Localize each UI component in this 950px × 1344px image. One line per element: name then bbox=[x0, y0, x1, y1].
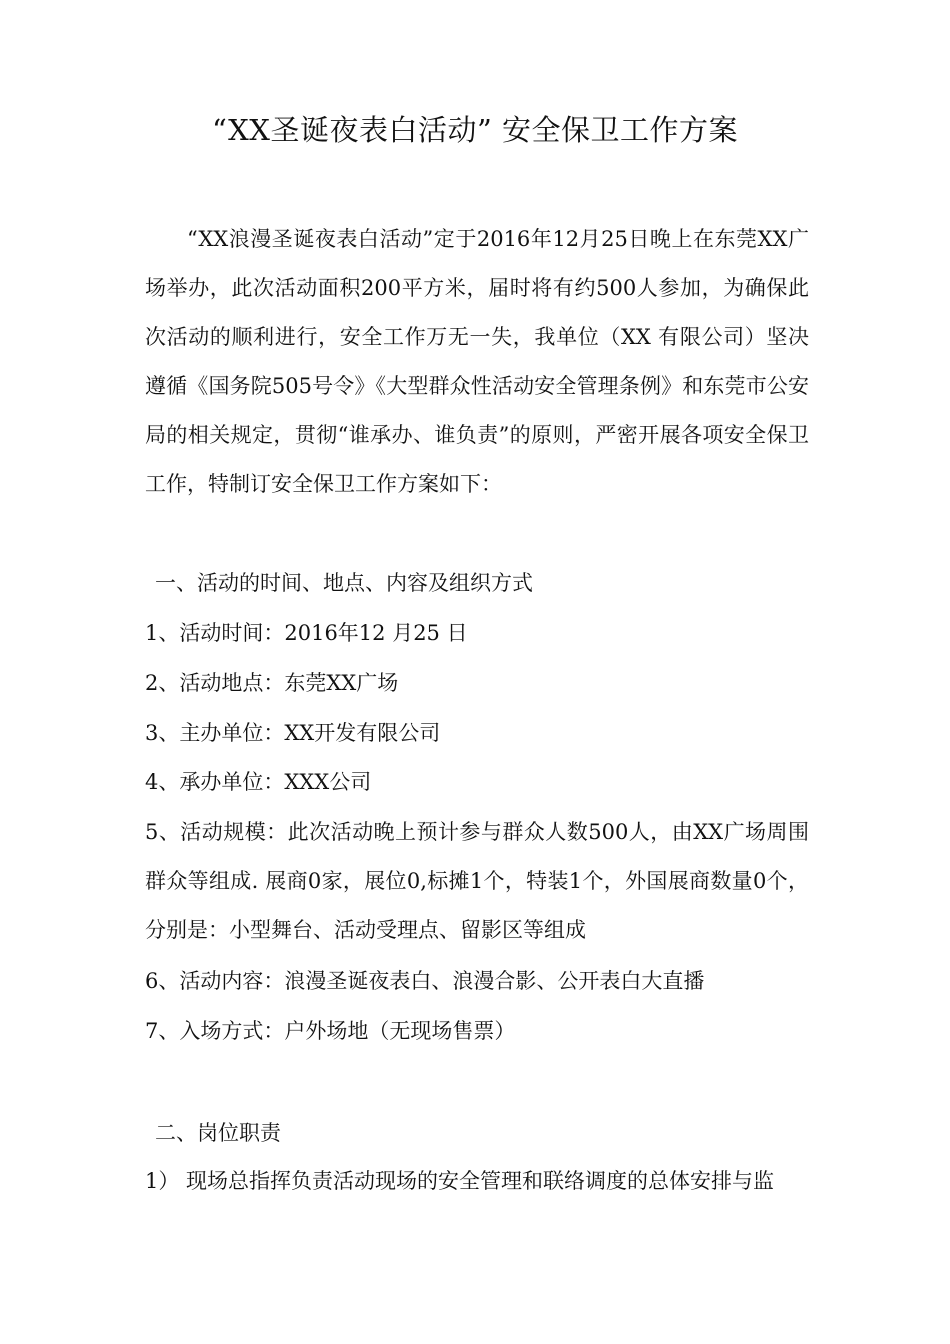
list-item: 1） 现场总指挥负责活动现场的安全管理和联络调度的总体安排与监 bbox=[145, 1169, 775, 1193]
list-item: 2、活动地点：东莞XX广场 bbox=[145, 671, 399, 695]
section-heading-activity: 一、活动的时间、地点、内容及组织方式 bbox=[155, 571, 533, 595]
list-item: 4、承办单位：XXX公司 bbox=[145, 770, 372, 794]
section-heading-duties: 二、岗位职责 bbox=[155, 1121, 281, 1145]
list-item: 6、活动内容：浪漫圣诞夜表白、浪漫合影、公开表白大直播 bbox=[145, 969, 705, 993]
document-title: “XX圣诞夜表白活动” 安全保卫工作方案 bbox=[212, 113, 738, 147]
list-item: 3、主办单位：XX开发有限公司 bbox=[145, 721, 441, 745]
list-item: 5、活动规模：此次活动晚上预计参与群众人数500人，由XX广场周围群众等组成. 展商0家，展位0,标摊1个，特装1个，外国展商数量0个，分别是：小型舞台、活动受理点、留影区等组成 bbox=[145, 820, 809, 942]
intro-paragraph: “XX浪漫圣诞夜表白活动”定于2016年12月25日晚上在东莞XX广场举办，此次活动面积200平方米，届时将有约500人参加，为确保此次活动的顺利进行，安全工作万无一失，我单位（XX 有限公司）坚决遵循《国务院505号令》《大型群众性活动安全管理条例》和东莞市公安局的相关规定，贯彻“谁承办、谁负责”的原则，严密开展各项安全保卫工作，特制订安全保卫工作方案如下： bbox=[145, 227, 809, 496]
list-item: 7、入场方式：户外场地（无现场售票） bbox=[145, 1019, 516, 1043]
list-item: 1、活动时间：2016年12 月25 日 bbox=[145, 621, 468, 645]
